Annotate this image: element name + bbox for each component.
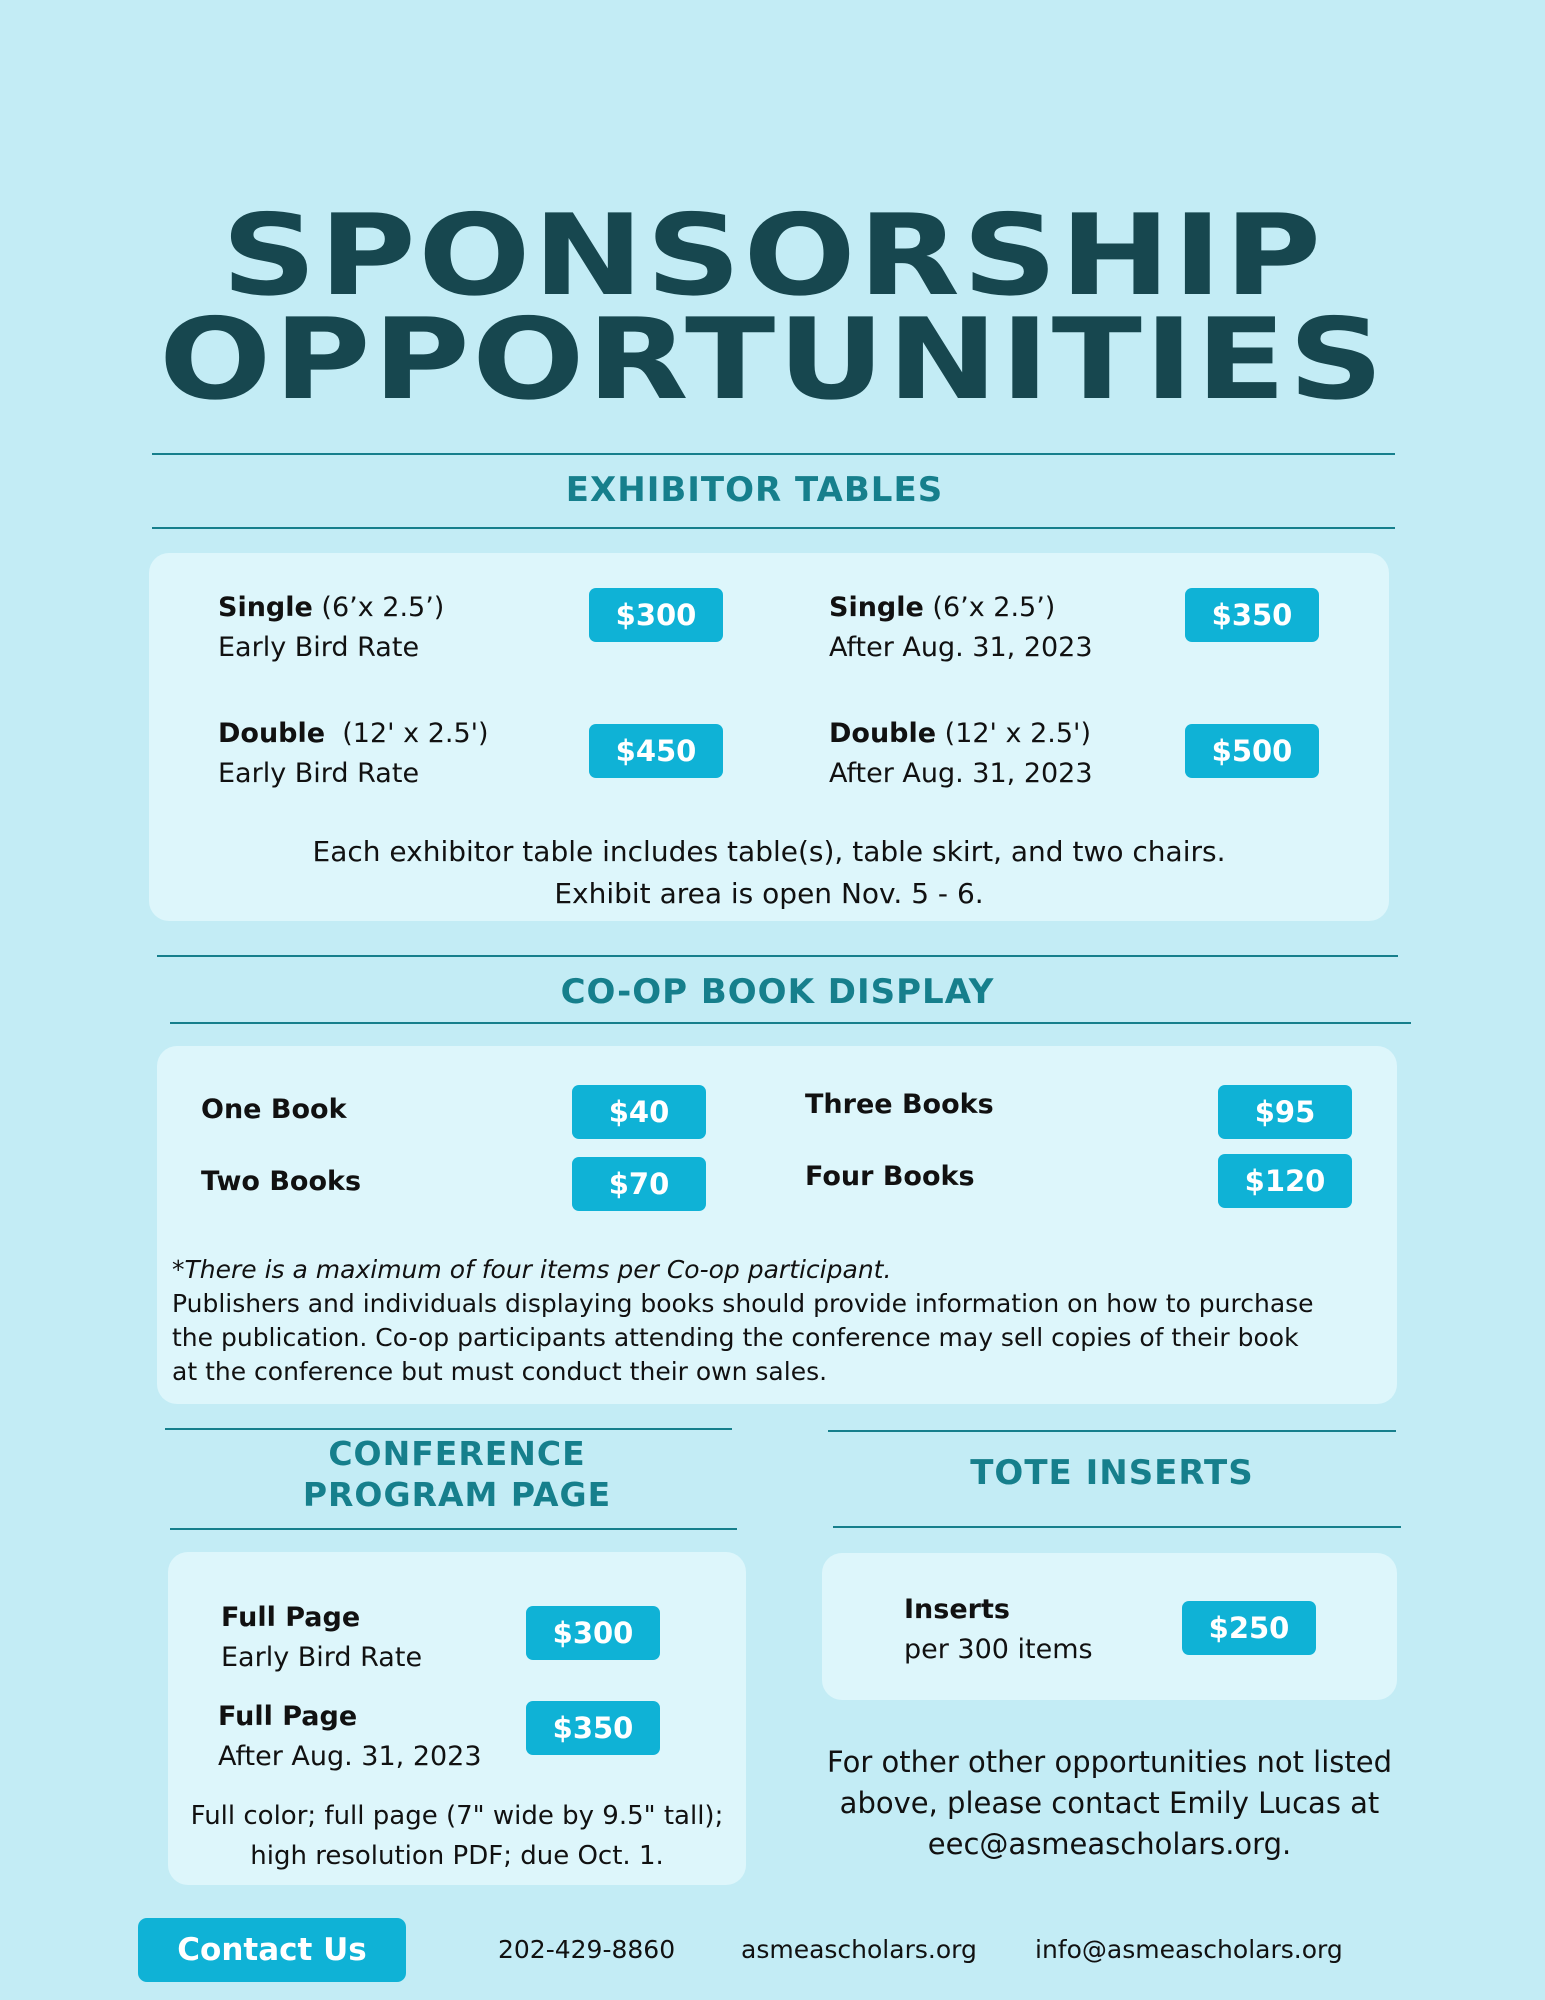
coop-item-label: Four Books (805, 1161, 975, 1192)
footer-email-link[interactable]: info@asmeascholars.org (1035, 1935, 1343, 1964)
divider (170, 1528, 737, 1530)
program-item (218, 1697, 482, 1777)
note-line: at the conference but must conduct their own sales. (172, 1357, 828, 1386)
program-item (221, 1598, 422, 1678)
item-name: Double (218, 718, 326, 749)
note-italic: *There is a maximum of four items per Co-op participant. (172, 1255, 892, 1284)
exhibitor-heading: EXHIBITOR TABLES (565, 470, 944, 510)
price-badge: $250 (1182, 1601, 1316, 1655)
note-line: Exhibit area is open Nov. 5 - 6. (554, 877, 984, 910)
item-sub: After Aug. 31, 2023 (218, 1741, 482, 1772)
item-name: Single (829, 592, 924, 623)
item-size: (6’x 2.5’) (923, 592, 1056, 623)
coop-note (172, 1253, 1387, 1389)
divider (152, 527, 1395, 529)
note-line: above, please contact Emily Lucas at (839, 1786, 1380, 1820)
footer-phone[interactable]: 202-429-8860 (498, 1935, 676, 1964)
page-title-line1: SPONSORSHIP (221, 191, 1324, 321)
coop-item-label: Three Books (805, 1089, 994, 1120)
coop-item-label: One Book (201, 1094, 347, 1125)
item-name: Double (829, 718, 937, 749)
heading-line: CONFERENCE (328, 1434, 586, 1473)
exhibitor-item (829, 714, 1093, 794)
note-line: the publication. Co-op participants attending the conference may sell copies of their book (172, 1323, 1299, 1352)
price-badge: $95 (1218, 1085, 1352, 1139)
exhibitor-item (829, 588, 1093, 668)
item-size: (12' x 2.5') (936, 718, 1092, 749)
price-badge: $300 (589, 588, 723, 642)
heading-line: PROGRAM PAGE (302, 1475, 612, 1515)
page-title-line2: OPPORTUNITIES (159, 295, 1386, 425)
footer-website-link[interactable]: asmeascholars.org (741, 1935, 977, 1964)
exhibitor-item (218, 588, 444, 668)
item-sub: Early Bird Rate (218, 632, 420, 663)
item-size: (12' x 2.5') (325, 718, 489, 749)
item-sub: Early Bird Rate (221, 1642, 423, 1673)
item-size: (6’x 2.5’) (312, 592, 445, 623)
other-opportunities-note (822, 1742, 1397, 1865)
item-sub: After Aug. 31, 2023 (829, 758, 1093, 789)
price-badge: $40 (572, 1085, 706, 1139)
note-line: Publishers and individuals displaying books should provide information on how to purchase (172, 1289, 1314, 1318)
item-name: Full Page (218, 1701, 358, 1732)
price-badge: $120 (1218, 1154, 1352, 1208)
note-line: Full color; full page (7" wide by 9.5" tall); (190, 1801, 724, 1831)
exhibitor-note (149, 831, 1389, 915)
coop-item-label: Two Books (201, 1166, 362, 1197)
coop-heading: CO-OP BOOK DISPLAY (560, 972, 995, 1012)
note-line: eec@asmeascholars.org. (927, 1827, 1292, 1861)
note-line: For other other opportunities not listed (826, 1745, 1393, 1779)
note-line: high resolution PDF; due Oct. 1. (250, 1841, 664, 1871)
price-badge: $500 (1185, 724, 1319, 778)
tote-heading: TOTE INSERTS (970, 1453, 1254, 1493)
divider (833, 1526, 1401, 1528)
item-sub: per 300 items (904, 1634, 1093, 1665)
divider (152, 453, 1395, 455)
price-badge: $450 (589, 724, 723, 778)
item-name: Single (218, 592, 313, 623)
divider (157, 955, 1398, 957)
tote-item (904, 1590, 1093, 1670)
item-sub: After Aug. 31, 2023 (829, 632, 1093, 663)
program-note (168, 1796, 746, 1876)
price-badge: $350 (526, 1701, 660, 1755)
note-line: Each exhibitor table includes table(s), table skirt, and two chairs. (312, 835, 1226, 868)
contact-us-button[interactable]: Contact Us (138, 1918, 406, 1982)
divider (165, 1428, 732, 1430)
item-sub: Early Bird Rate (218, 758, 420, 789)
price-badge: $300 (526, 1606, 660, 1660)
item-name: Full Page (221, 1602, 361, 1633)
price-badge: $70 (572, 1157, 706, 1211)
divider (170, 1022, 1411, 1024)
price-badge: $350 (1185, 588, 1319, 642)
item-name: Inserts (904, 1594, 1010, 1625)
exhibitor-item (218, 714, 489, 794)
divider (828, 1430, 1396, 1432)
program-heading (165, 1433, 749, 1516)
